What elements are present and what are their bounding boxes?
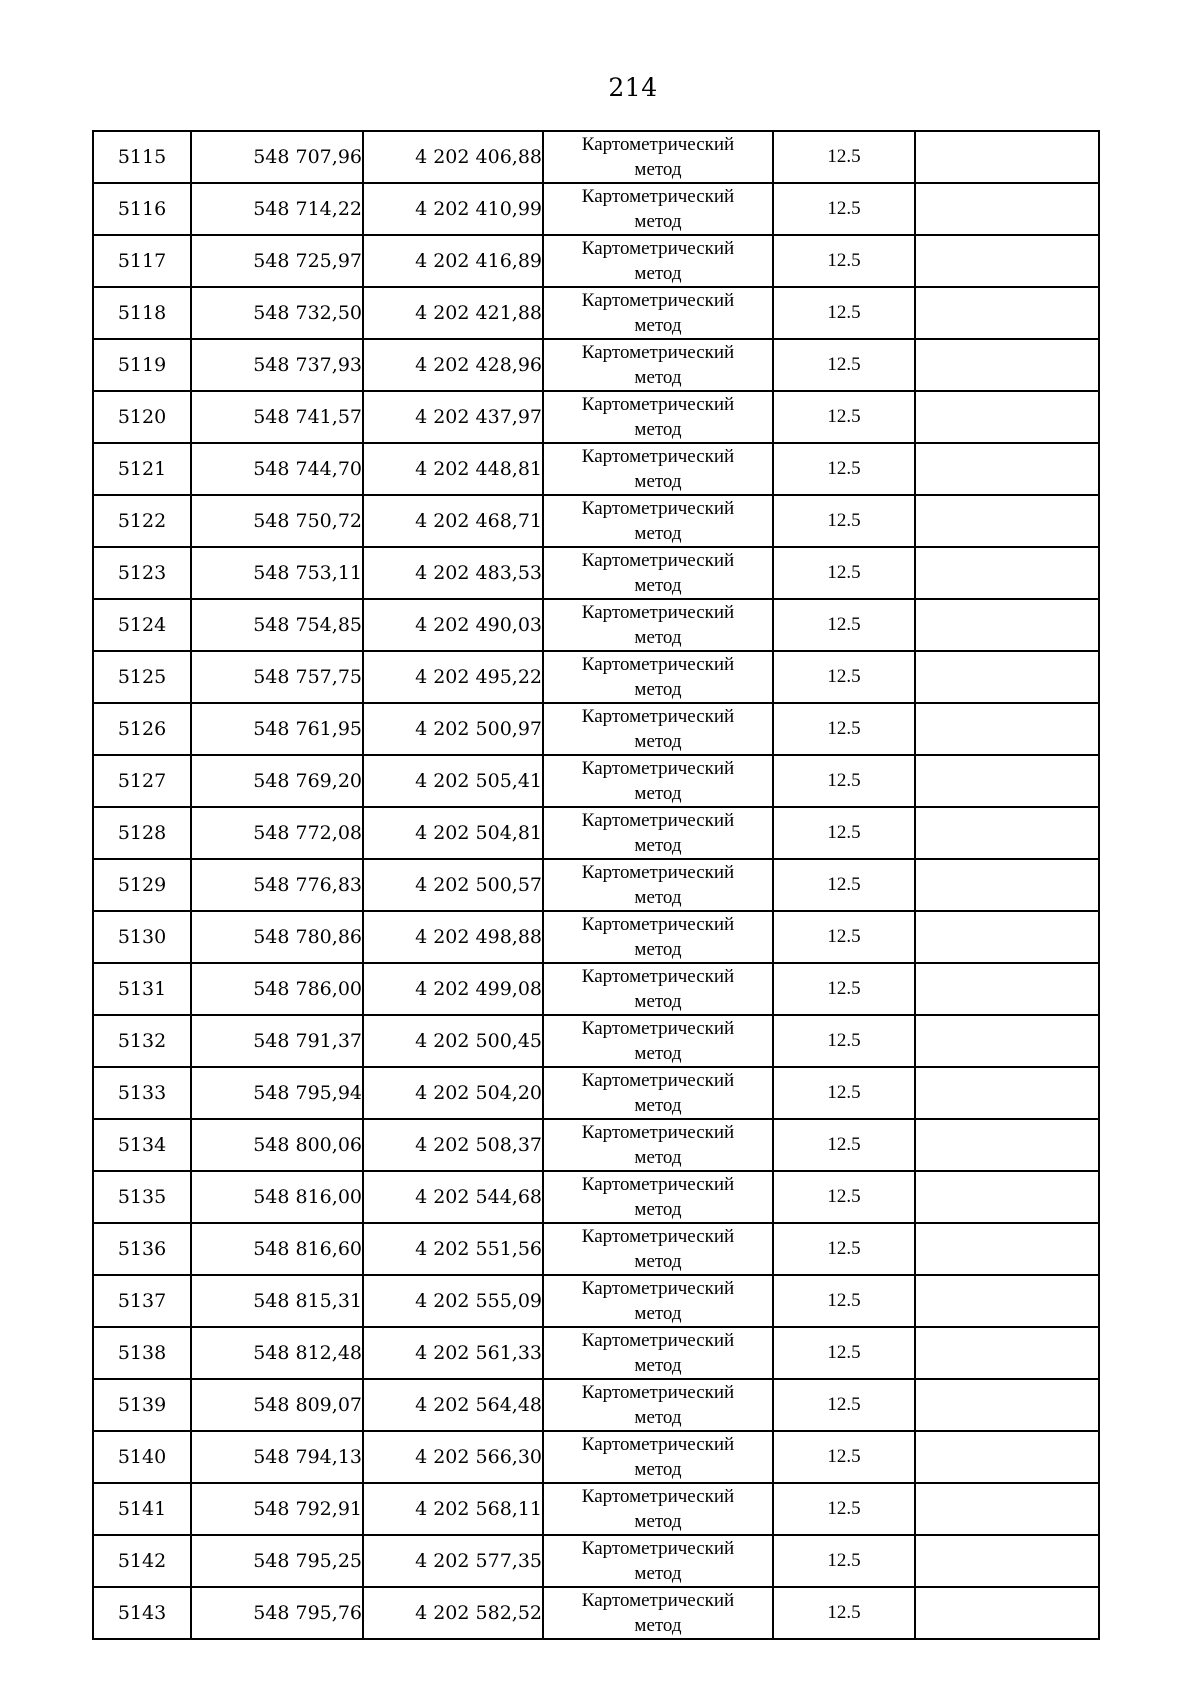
accuracy-cell: 12.5 <box>773 1223 915 1275</box>
table-row <box>93 911 1099 963</box>
note-cell <box>915 911 1099 963</box>
method-line-1: Картометрический <box>581 446 735 467</box>
point-number-cell: 5117 <box>93 235 191 287</box>
method-line-2: метод <box>634 575 682 596</box>
method-cell <box>543 911 773 963</box>
method-line-1: Картометрический <box>581 238 735 259</box>
x-coordinate-cell: 548 714,22 <box>191 183 363 235</box>
table-row <box>93 1587 1099 1639</box>
method-cell <box>543 1327 773 1379</box>
y-coordinate-cell: 4 202 500,57 <box>363 859 543 911</box>
note-cell <box>915 547 1099 599</box>
note-cell <box>915 755 1099 807</box>
method-cell <box>543 183 773 235</box>
method-line-1: Картометрический <box>581 966 735 987</box>
method-line-1: Картометрический <box>581 862 735 883</box>
note-cell <box>915 1587 1099 1639</box>
accuracy-cell: 12.5 <box>773 859 915 911</box>
method-line-1: Картометрический <box>581 602 735 623</box>
method-line-1: Картометрический <box>581 342 735 363</box>
method-line-2: метод <box>634 263 682 284</box>
x-coordinate-cell: 548 795,94 <box>191 1067 363 1119</box>
point-number-cell: 5127 <box>93 755 191 807</box>
method-cell <box>543 807 773 859</box>
method-line-1: Картометрический <box>581 758 735 779</box>
method-line-2: метод <box>634 211 682 232</box>
table-row <box>93 495 1099 547</box>
y-coordinate-cell: 4 202 406,88 <box>363 131 543 183</box>
method-line-1: Картометрический <box>581 1226 735 1247</box>
method-line-1: Картометрический <box>581 1330 735 1351</box>
x-coordinate-cell: 548 800,06 <box>191 1119 363 1171</box>
x-coordinate-cell: 548 769,20 <box>191 755 363 807</box>
coordinates-table-body <box>93 131 1099 1639</box>
table-row <box>93 339 1099 391</box>
method-line-2: метод <box>634 887 682 908</box>
note-cell <box>915 1431 1099 1483</box>
accuracy-cell: 12.5 <box>773 651 915 703</box>
y-coordinate-cell: 4 202 483,53 <box>363 547 543 599</box>
accuracy-cell: 12.5 <box>773 1483 915 1535</box>
y-coordinate-cell: 4 202 555,09 <box>363 1275 543 1327</box>
accuracy-cell: 12.5 <box>773 1119 915 1171</box>
point-number-cell: 5119 <box>93 339 191 391</box>
accuracy-cell: 12.5 <box>773 1379 915 1431</box>
x-coordinate-cell: 548 816,60 <box>191 1223 363 1275</box>
method-line-2: метод <box>634 835 682 856</box>
note-cell <box>915 391 1099 443</box>
method-line-1: Картометрический <box>581 1018 735 1039</box>
point-number-cell: 5121 <box>93 443 191 495</box>
accuracy-cell: 12.5 <box>773 443 915 495</box>
method-line-1: Картометрический <box>581 134 735 155</box>
table-row <box>93 1431 1099 1483</box>
note-cell <box>915 443 1099 495</box>
method-line-2: метод <box>634 939 682 960</box>
method-cell <box>543 1015 773 1067</box>
x-coordinate-cell: 548 786,00 <box>191 963 363 1015</box>
point-number-cell: 5115 <box>93 131 191 183</box>
point-number-cell: 5137 <box>93 1275 191 1327</box>
y-coordinate-cell: 4 202 508,37 <box>363 1119 543 1171</box>
method-line-2: метод <box>634 1615 682 1636</box>
accuracy-cell: 12.5 <box>773 1015 915 1067</box>
table-row <box>93 1535 1099 1587</box>
method-line-2: метод <box>634 471 682 492</box>
table-row <box>93 235 1099 287</box>
method-line-2: метод <box>634 679 682 700</box>
note-cell <box>915 703 1099 755</box>
accuracy-cell: 12.5 <box>773 1587 915 1639</box>
accuracy-cell: 12.5 <box>773 807 915 859</box>
y-coordinate-cell: 4 202 582,52 <box>363 1587 543 1639</box>
x-coordinate-cell: 548 794,13 <box>191 1431 363 1483</box>
method-cell <box>543 391 773 443</box>
table-row <box>93 651 1099 703</box>
table-row <box>93 1119 1099 1171</box>
y-coordinate-cell: 4 202 568,11 <box>363 1483 543 1535</box>
accuracy-cell: 12.5 <box>773 1171 915 1223</box>
method-line-1: Картометрический <box>581 186 735 207</box>
point-number-cell: 5136 <box>93 1223 191 1275</box>
method-line-2: метод <box>634 1147 682 1168</box>
note-cell <box>915 495 1099 547</box>
x-coordinate-cell: 548 741,57 <box>191 391 363 443</box>
x-coordinate-cell: 548 753,11 <box>191 547 363 599</box>
x-coordinate-cell: 548 792,91 <box>191 1483 363 1535</box>
method-line-1: Картометрический <box>581 290 735 311</box>
accuracy-cell: 12.5 <box>773 1327 915 1379</box>
x-coordinate-cell: 548 737,93 <box>191 339 363 391</box>
y-coordinate-cell: 4 202 448,81 <box>363 443 543 495</box>
method-line-1: Картометрический <box>581 1382 735 1403</box>
y-coordinate-cell: 4 202 544,68 <box>363 1171 543 1223</box>
method-line-1: Картометрический <box>581 1122 735 1143</box>
x-coordinate-cell: 548 732,50 <box>191 287 363 339</box>
x-coordinate-cell: 548 780,86 <box>191 911 363 963</box>
note-cell <box>915 651 1099 703</box>
method-cell <box>543 1431 773 1483</box>
method-cell <box>543 1379 773 1431</box>
table-row <box>93 131 1099 183</box>
method-line-1: Картометрический <box>581 1590 735 1611</box>
method-line-1: Картометрический <box>581 706 735 727</box>
table-row <box>93 443 1099 495</box>
method-cell <box>543 443 773 495</box>
accuracy-cell: 12.5 <box>773 911 915 963</box>
x-coordinate-cell: 548 725,97 <box>191 235 363 287</box>
accuracy-cell: 12.5 <box>773 131 915 183</box>
accuracy-cell: 12.5 <box>773 703 915 755</box>
note-cell <box>915 1483 1099 1535</box>
table-row <box>93 1015 1099 1067</box>
accuracy-cell: 12.5 <box>773 1535 915 1587</box>
note-cell <box>915 1379 1099 1431</box>
point-number-cell: 5122 <box>93 495 191 547</box>
point-number-cell: 5124 <box>93 599 191 651</box>
point-number-cell: 5140 <box>93 1431 191 1483</box>
point-number-cell: 5116 <box>93 183 191 235</box>
point-number-cell: 5129 <box>93 859 191 911</box>
point-number-cell: 5128 <box>93 807 191 859</box>
point-number-cell: 5120 <box>93 391 191 443</box>
table-row <box>93 391 1099 443</box>
y-coordinate-cell: 4 202 490,03 <box>363 599 543 651</box>
point-number-cell: 5135 <box>93 1171 191 1223</box>
y-coordinate-cell: 4 202 577,35 <box>363 1535 543 1587</box>
table-row <box>93 1275 1099 1327</box>
method-line-1: Картометрический <box>581 1538 735 1559</box>
y-coordinate-cell: 4 202 421,88 <box>363 287 543 339</box>
method-line-2: метод <box>634 991 682 1012</box>
method-cell <box>543 1171 773 1223</box>
point-number-cell: 5131 <box>93 963 191 1015</box>
note-cell <box>915 1067 1099 1119</box>
table-row <box>93 755 1099 807</box>
accuracy-cell: 12.5 <box>773 1431 915 1483</box>
x-coordinate-cell: 548 812,48 <box>191 1327 363 1379</box>
y-coordinate-cell: 4 202 499,08 <box>363 963 543 1015</box>
y-coordinate-cell: 4 202 468,71 <box>363 495 543 547</box>
method-line-2: метод <box>634 1459 682 1480</box>
point-number-cell: 5133 <box>93 1067 191 1119</box>
method-cell <box>543 287 773 339</box>
method-cell <box>543 963 773 1015</box>
method-line-1: Картометрический <box>581 1278 735 1299</box>
method-line-1: Картометрический <box>581 498 735 519</box>
method-line-2: метод <box>634 367 682 388</box>
point-number-cell: 5125 <box>93 651 191 703</box>
method-cell <box>543 1483 773 1535</box>
accuracy-cell: 12.5 <box>773 1067 915 1119</box>
method-cell <box>543 1223 773 1275</box>
table-row <box>93 1379 1099 1431</box>
table-row <box>93 547 1099 599</box>
x-coordinate-cell: 548 744,70 <box>191 443 363 495</box>
method-line-1: Картометрический <box>581 394 735 415</box>
method-line-2: метод <box>634 1407 682 1428</box>
point-number-cell: 5132 <box>93 1015 191 1067</box>
point-number-cell: 5130 <box>93 911 191 963</box>
method-cell <box>543 755 773 807</box>
y-coordinate-cell: 4 202 505,41 <box>363 755 543 807</box>
y-coordinate-cell: 4 202 416,89 <box>363 235 543 287</box>
note-cell <box>915 1171 1099 1223</box>
note-cell <box>915 1535 1099 1587</box>
point-number-cell: 5126 <box>93 703 191 755</box>
accuracy-cell: 12.5 <box>773 235 915 287</box>
y-coordinate-cell: 4 202 504,81 <box>363 807 543 859</box>
note-cell <box>915 235 1099 287</box>
method-line-1: Картометрический <box>581 1486 735 1507</box>
table-row <box>93 703 1099 755</box>
note-cell <box>915 859 1099 911</box>
x-coordinate-cell: 548 795,76 <box>191 1587 363 1639</box>
method-cell <box>543 651 773 703</box>
x-coordinate-cell: 548 761,95 <box>191 703 363 755</box>
method-line-1: Картометрический <box>581 550 735 571</box>
method-cell <box>543 235 773 287</box>
x-coordinate-cell: 548 757,75 <box>191 651 363 703</box>
table-row <box>93 859 1099 911</box>
method-line-1: Картометрический <box>581 1070 735 1091</box>
x-coordinate-cell: 548 707,96 <box>191 131 363 183</box>
x-coordinate-cell: 548 776,83 <box>191 859 363 911</box>
note-cell <box>915 183 1099 235</box>
method-line-1: Картометрический <box>581 810 735 831</box>
page-number: 214 <box>608 73 658 102</box>
table-row <box>93 1171 1099 1223</box>
method-cell <box>543 131 773 183</box>
method-line-2: метод <box>634 1251 682 1272</box>
method-cell <box>543 1119 773 1171</box>
y-coordinate-cell: 4 202 504,20 <box>363 1067 543 1119</box>
point-number-cell: 5138 <box>93 1327 191 1379</box>
note-cell <box>915 807 1099 859</box>
point-number-cell: 5134 <box>93 1119 191 1171</box>
y-coordinate-cell: 4 202 498,88 <box>363 911 543 963</box>
method-cell <box>543 547 773 599</box>
y-coordinate-cell: 4 202 437,97 <box>363 391 543 443</box>
method-cell <box>543 1587 773 1639</box>
method-line-2: метод <box>634 1563 682 1584</box>
note-cell <box>915 963 1099 1015</box>
method-cell <box>543 1067 773 1119</box>
method-line-2: метод <box>634 159 682 180</box>
method-line-1: Картометрический <box>581 1434 735 1455</box>
method-cell <box>543 495 773 547</box>
point-number-cell: 5139 <box>93 1379 191 1431</box>
accuracy-cell: 12.5 <box>773 391 915 443</box>
table-row <box>93 963 1099 1015</box>
method-line-2: метод <box>634 627 682 648</box>
method-line-2: метод <box>634 1199 682 1220</box>
x-coordinate-cell: 548 815,31 <box>191 1275 363 1327</box>
x-coordinate-cell: 548 816,00 <box>191 1171 363 1223</box>
accuracy-cell: 12.5 <box>773 963 915 1015</box>
note-cell <box>915 599 1099 651</box>
method-cell <box>543 1535 773 1587</box>
method-line-2: метод <box>634 783 682 804</box>
method-line-1: Картометрический <box>581 1174 735 1195</box>
y-coordinate-cell: 4 202 561,33 <box>363 1327 543 1379</box>
method-line-2: метод <box>634 1303 682 1324</box>
method-cell <box>543 703 773 755</box>
x-coordinate-cell: 548 754,85 <box>191 599 363 651</box>
accuracy-cell: 12.5 <box>773 183 915 235</box>
table-row <box>93 287 1099 339</box>
x-coordinate-cell: 548 750,72 <box>191 495 363 547</box>
y-coordinate-cell: 4 202 551,56 <box>363 1223 543 1275</box>
accuracy-cell: 12.5 <box>773 547 915 599</box>
point-number-cell: 5118 <box>93 287 191 339</box>
method-cell <box>543 859 773 911</box>
method-line-2: метод <box>634 1511 682 1532</box>
point-number-cell: 5141 <box>93 1483 191 1535</box>
accuracy-cell: 12.5 <box>773 599 915 651</box>
point-number-cell: 5123 <box>93 547 191 599</box>
y-coordinate-cell: 4 202 495,22 <box>363 651 543 703</box>
note-cell <box>915 1119 1099 1171</box>
method-line-2: метод <box>634 523 682 544</box>
method-line-2: метод <box>634 1095 682 1116</box>
accuracy-cell: 12.5 <box>773 287 915 339</box>
x-coordinate-cell: 548 809,07 <box>191 1379 363 1431</box>
y-coordinate-cell: 4 202 566,30 <box>363 1431 543 1483</box>
method-cell <box>543 599 773 651</box>
table-row <box>93 599 1099 651</box>
table-row <box>93 807 1099 859</box>
method-line-1: Картометрический <box>581 914 735 935</box>
note-cell <box>915 339 1099 391</box>
table-row <box>93 1327 1099 1379</box>
table-row <box>93 1067 1099 1119</box>
table-row <box>93 1223 1099 1275</box>
method-line-2: метод <box>634 419 682 440</box>
table-row <box>93 1483 1099 1535</box>
accuracy-cell: 12.5 <box>773 1275 915 1327</box>
note-cell <box>915 1015 1099 1067</box>
method-line-2: метод <box>634 1043 682 1064</box>
method-cell <box>543 1275 773 1327</box>
note-cell <box>915 131 1099 183</box>
y-coordinate-cell: 4 202 410,99 <box>363 183 543 235</box>
y-coordinate-cell: 4 202 428,96 <box>363 339 543 391</box>
y-coordinate-cell: 4 202 564,48 <box>363 1379 543 1431</box>
method-line-2: метод <box>634 1355 682 1376</box>
note-cell <box>915 287 1099 339</box>
coordinates-table <box>92 130 1100 1640</box>
accuracy-cell: 12.5 <box>773 339 915 391</box>
accuracy-cell: 12.5 <box>773 495 915 547</box>
point-number-cell: 5143 <box>93 1587 191 1639</box>
y-coordinate-cell: 4 202 500,97 <box>363 703 543 755</box>
method-line-1: Картометрический <box>581 654 735 675</box>
x-coordinate-cell: 548 791,37 <box>191 1015 363 1067</box>
y-coordinate-cell: 4 202 500,45 <box>363 1015 543 1067</box>
point-number-cell: 5142 <box>93 1535 191 1587</box>
note-cell <box>915 1223 1099 1275</box>
method-cell <box>543 339 773 391</box>
note-cell <box>915 1327 1099 1379</box>
x-coordinate-cell: 548 795,25 <box>191 1535 363 1587</box>
x-coordinate-cell: 548 772,08 <box>191 807 363 859</box>
note-cell <box>915 1275 1099 1327</box>
accuracy-cell: 12.5 <box>773 755 915 807</box>
table-row <box>93 183 1099 235</box>
method-line-2: метод <box>634 315 682 336</box>
method-line-2: метод <box>634 731 682 752</box>
